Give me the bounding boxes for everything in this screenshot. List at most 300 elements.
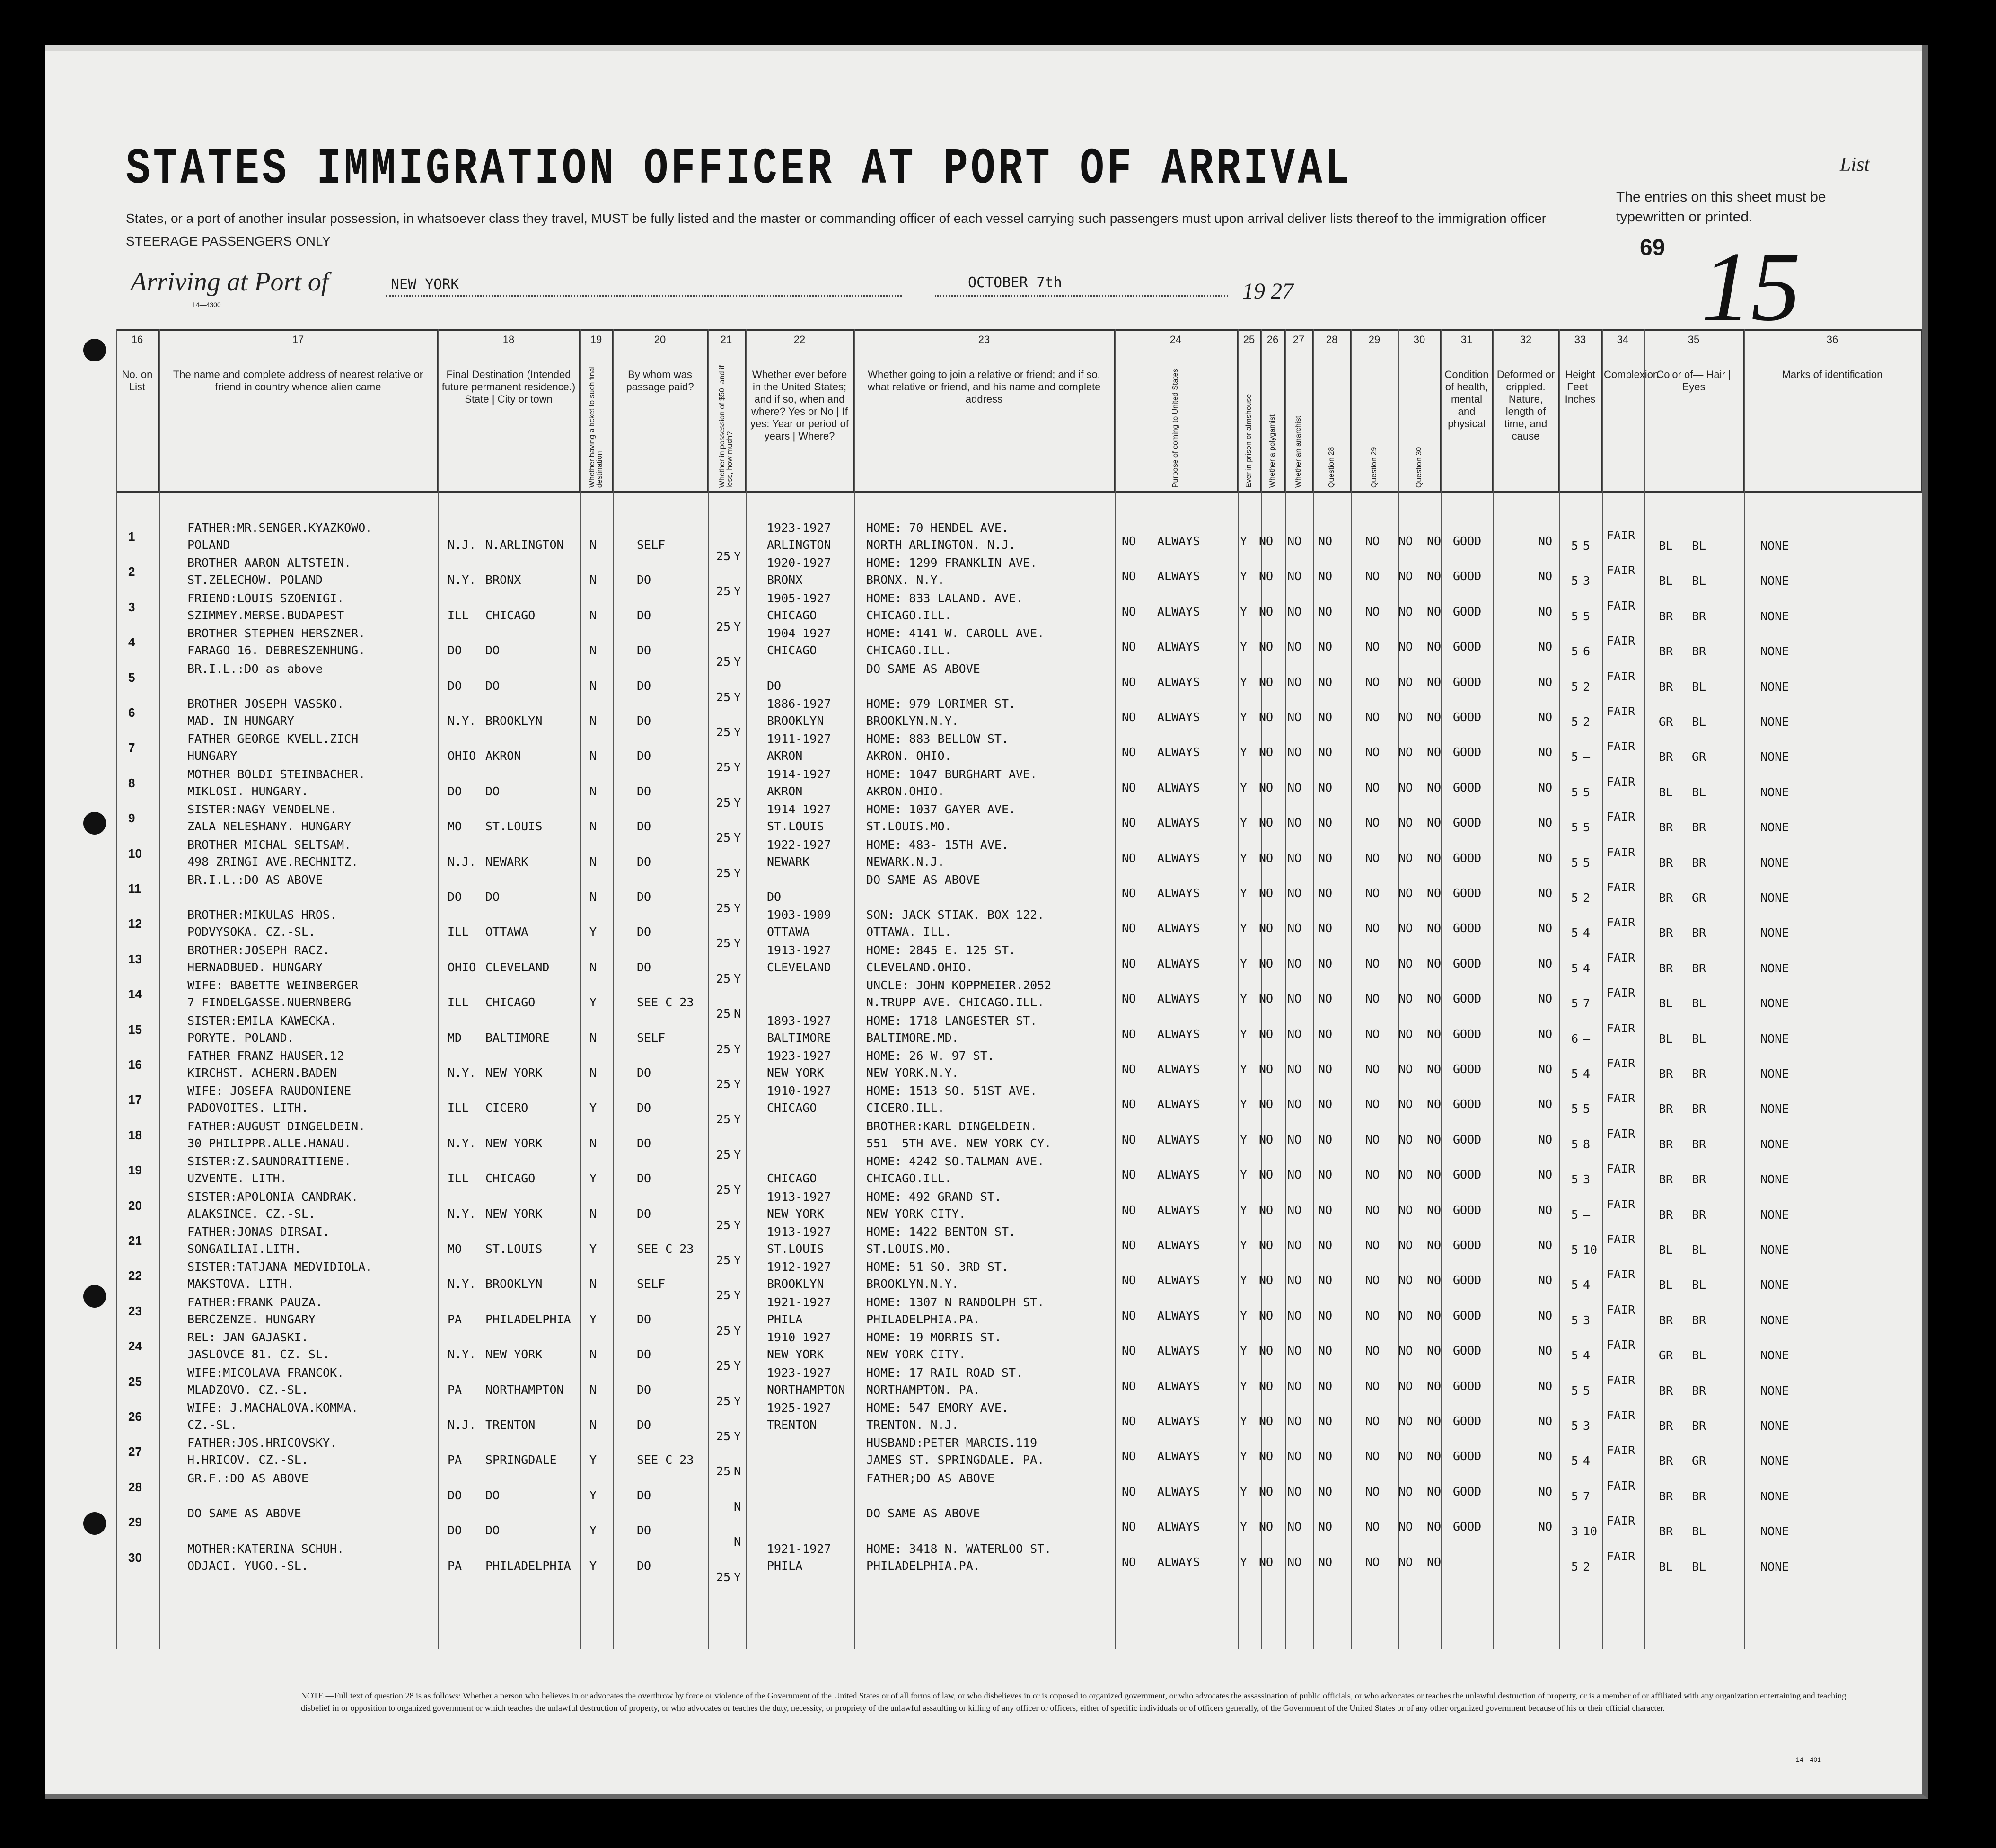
column-header-32 [1493, 329, 1559, 493]
cell-state: ILL [448, 1171, 469, 1186]
cell-eyes: BR [1692, 1137, 1706, 1151]
cell-c25: Y [1240, 1379, 1248, 1393]
cell-state: PA [448, 1453, 462, 1467]
cell-c25: Y [1240, 956, 1248, 970]
cell-in: 5 [1583, 820, 1591, 835]
cell-in: 10 [1583, 1524, 1598, 1539]
cell-c30b: NO [1427, 921, 1442, 935]
cell-ticket: N [589, 1136, 597, 1150]
cell-rel: BROTHER MICHAL SELTSAM. [187, 837, 352, 852]
cell-ticket: N [589, 1418, 597, 1432]
cell-join: BROTHER:KARL DINGELDEIN. [866, 1119, 1038, 1133]
cell-ft: 5 [1571, 539, 1579, 553]
cell-state: PA [448, 1382, 462, 1397]
cell-state: N.Y. [448, 714, 476, 728]
cell-in: — [1583, 750, 1591, 764]
cell-n: 26 [128, 1409, 142, 1424]
cell-join: HOME: 1307 N RANDOLPH ST. [866, 1295, 1045, 1309]
column-label: Question 28 [1328, 447, 1336, 488]
cell-join: HOME: 3418 N. WATERLOO ST. [866, 1541, 1052, 1556]
cell-c29: NO [1365, 780, 1380, 794]
cell-join2: NEW YORK CITY. [866, 1206, 966, 1221]
cell-in: 5 [1583, 785, 1591, 799]
cell-join: HOME: 70 HENDEL AVE. [866, 521, 1009, 535]
cell-in: 2 [1583, 715, 1591, 729]
cell-c27: NO [1287, 1414, 1302, 1428]
cell-health: GOOD [1453, 886, 1482, 900]
cell-marks: NONE [1760, 926, 1789, 940]
column-label: Whether in possession of $50, and if less, how much? [718, 365, 734, 488]
cell-rel: BR.I.L.:DO as above [187, 661, 323, 676]
cell-length: ALWAYS [1157, 1449, 1200, 1463]
cell-c30: NO [1398, 710, 1413, 724]
cell-purpose: NO [1122, 1132, 1136, 1146]
cell-hair: BL [1659, 1031, 1673, 1046]
cell-c28: NO [1318, 1273, 1333, 1287]
cell-money: 25 [716, 549, 731, 563]
column-label: No. on List [122, 369, 153, 393]
cell-deformed: NO [1538, 604, 1553, 618]
column-label: Whether having a ticket to such final destination [588, 366, 604, 488]
cell-join2: CICERO.ILL. [866, 1101, 945, 1115]
cell-rel2: MAKSTOVA. LITH. [187, 1277, 294, 1291]
cell-marks: NONE [1760, 1172, 1789, 1187]
cell-c28: NO [1318, 816, 1333, 830]
cell-hair: BL [1659, 1243, 1673, 1257]
cell-c29: NO [1365, 710, 1380, 724]
column-number: 26 [1266, 334, 1279, 345]
cell-c30b: NO [1427, 1132, 1442, 1146]
cell-n: 25 [128, 1374, 142, 1389]
column-header-31 [1441, 329, 1493, 493]
cell-c26: NO [1259, 1344, 1274, 1358]
cell-city: TRENTON [485, 1418, 536, 1432]
cell-state: OHIO [448, 749, 476, 763]
column-number: 25 [1243, 334, 1255, 345]
cell-c28: NO [1318, 534, 1333, 548]
cell-join2: PHILADELPHIA.PA. [866, 1558, 980, 1573]
cell-c29: NO [1365, 1062, 1380, 1076]
cell-in: 8 [1583, 1137, 1591, 1151]
cell-c26: NO [1259, 604, 1274, 618]
cell-deformed: NO [1538, 1168, 1553, 1182]
cell-purpose: NO [1122, 886, 1136, 900]
cell-c30b: NO [1427, 1308, 1442, 1322]
cell-health: GOOD [1453, 569, 1482, 583]
cell-length: ALWAYS [1157, 1555, 1200, 1569]
cell-c28: NO [1318, 1168, 1333, 1182]
entries-note: The entries on this sheet must be typewritten or printed. [1616, 189, 1826, 225]
cell-ticket: N [589, 643, 597, 658]
cell-health: GOOD [1453, 1379, 1482, 1393]
cell-rel2: PODVYSOKA. CZ.-SL. [187, 925, 316, 939]
cell-c27: NO [1287, 1484, 1302, 1498]
cell-eyes: BL [1692, 1524, 1706, 1539]
cell-c27: NO [1287, 1097, 1302, 1111]
cell-ft: 5 [1571, 926, 1579, 940]
cell-complexion: FAIR [1607, 739, 1635, 754]
cell-years: 1913-1927 [767, 1225, 831, 1239]
cell-c27: NO [1287, 640, 1302, 654]
cell-where: PHILA [767, 1558, 803, 1573]
cell-c27: NO [1287, 710, 1302, 724]
cell-in: 4 [1583, 1454, 1591, 1468]
cell-length: ALWAYS [1157, 1414, 1200, 1428]
cell-hair: BR [1659, 891, 1673, 905]
column-number: 28 [1326, 334, 1338, 345]
cell-health: GOOD [1453, 1132, 1482, 1146]
cell-c27: NO [1287, 1273, 1302, 1287]
cell-c30b: NO [1427, 1344, 1442, 1358]
date-value: OCTOBER 7th [968, 274, 1062, 291]
cell-eyes: BL [1692, 1559, 1706, 1574]
cell-marks: NONE [1760, 855, 1789, 870]
cell-complexion: FAIR [1607, 1267, 1635, 1282]
cell-deformed: NO [1538, 1414, 1553, 1428]
cell-deformed: NO [1538, 640, 1553, 654]
cell-paid: SEE C 23 [637, 995, 694, 1010]
column-number: 20 [654, 334, 666, 345]
cell-c29: NO [1365, 1414, 1380, 1428]
column-header-28 [1313, 329, 1351, 493]
cell-length: ALWAYS [1157, 534, 1200, 548]
cell-ft: 5 [1571, 1454, 1579, 1468]
cell-rel: SISTER:Z.SAUNORAITIENE. [187, 1154, 352, 1169]
cell-c27: NO [1287, 886, 1302, 900]
cell-years: 1905-1927 [767, 591, 831, 605]
cell-c29: NO [1365, 1520, 1380, 1534]
cell-c26: NO [1259, 1203, 1274, 1217]
cell-c29: NO [1365, 604, 1380, 618]
cell-c30: NO [1398, 1168, 1413, 1182]
cell-paid: SELF [637, 1277, 666, 1291]
cell-length: ALWAYS [1157, 1097, 1200, 1111]
column-header-36 [1744, 329, 1922, 493]
cell-complexion: FAIR [1607, 1514, 1635, 1528]
cell-c25: Y [1240, 1168, 1248, 1182]
cell-complexion: FAIR [1607, 1197, 1635, 1211]
cell-n: 24 [128, 1339, 142, 1354]
cell-rel2: 498 ZRINGI AVE.RECHNITZ. [187, 854, 359, 869]
cell-deformed: NO [1538, 675, 1553, 689]
cell-join2: CHICAGO.ILL. [866, 1171, 952, 1186]
cell-n: 4 [128, 635, 135, 650]
cell-in: 5 [1583, 609, 1591, 623]
cell-length: ALWAYS [1157, 992, 1200, 1006]
cell-join: UNCLE: JOHN KOPPMEIER.2052 [866, 978, 1052, 993]
cell-state: N.J. [448, 538, 476, 552]
cell-health: GOOD [1453, 1027, 1482, 1041]
cell-c30: NO [1398, 816, 1413, 830]
cell-where: TRENTON [767, 1418, 817, 1432]
cell-complexion: FAIR [1607, 669, 1635, 683]
cell-c30: NO [1398, 1097, 1413, 1111]
cell-in: 2 [1583, 891, 1591, 905]
cell-c28: NO [1318, 1379, 1333, 1393]
cell-in: 6 [1583, 644, 1591, 659]
cell-city: DO [485, 784, 500, 798]
cell-deformed: NO [1538, 1449, 1553, 1463]
cell-city: PHILADELPHIA [485, 1312, 571, 1326]
cell-rel2: MLADZOVO. CZ.-SL. [187, 1382, 308, 1397]
cell-c25: Y [1240, 1027, 1248, 1041]
cell-years: 1913-1927 [767, 1189, 831, 1204]
cell-paid: DO [637, 1382, 651, 1397]
cell-purpose: NO [1122, 1062, 1136, 1076]
form-number: 14—4300 [192, 301, 221, 308]
cell-rel2: HUNGARY [187, 749, 237, 763]
cell-join2: 551- 5TH AVE. NEW YORK CY. [866, 1136, 1052, 1150]
column-label: Color of— Hair | Eyes [1656, 369, 1731, 393]
column-header-27 [1285, 329, 1313, 493]
cell-complexion: FAIR [1607, 563, 1635, 578]
cell-purpose: NO [1122, 1414, 1136, 1428]
cell-rel: SISTER:NAGY VENDELNE. [187, 802, 337, 817]
column-label: Height Feet | Inches [1565, 369, 1596, 405]
cell-c30: NO [1398, 640, 1413, 654]
handwritten-number: 15 [1701, 232, 1801, 342]
cell-join: HOME: 19 MORRIS ST. [866, 1330, 1002, 1345]
cell-rel2: HERNADBUED. HUNGARY [187, 960, 323, 974]
cell-city: BROOKLYN [485, 714, 543, 728]
cell-before: Y [734, 655, 741, 669]
cell-c30: NO [1398, 604, 1413, 618]
cell-c30: NO [1398, 1484, 1413, 1498]
cell-where: CHICAGO [767, 608, 817, 622]
cell-join: HOME: 483- 15TH AVE. [866, 837, 1009, 852]
cell-complexion: FAIR [1607, 1408, 1635, 1422]
cell-paid: DO [637, 819, 651, 834]
port-underline [386, 295, 902, 297]
cell-state: ILL [448, 995, 469, 1010]
cell-c30b: NO [1427, 1273, 1442, 1287]
cell-ft: 5 [1571, 1137, 1579, 1151]
cell-before: Y [734, 1394, 741, 1408]
cell-where: ST.LOUIS [767, 819, 824, 834]
cell-before: Y [734, 690, 741, 704]
cell-purpose: NO [1122, 780, 1136, 794]
binding-hole [83, 339, 106, 361]
cell-ticket: N [589, 1206, 597, 1221]
cell-where: AKRON [767, 784, 803, 798]
cell-n: 30 [128, 1550, 142, 1565]
cell-marks: NONE [1760, 1559, 1789, 1574]
cell-c26: NO [1259, 745, 1274, 759]
cell-c27: NO [1287, 1308, 1302, 1322]
cell-money: 25 [716, 901, 731, 915]
cell-money: 25 [716, 584, 731, 598]
column-number: 27 [1293, 334, 1305, 345]
column-number: 17 [292, 334, 304, 345]
cell-c25: Y [1240, 604, 1248, 618]
cell-paid: DO [637, 678, 651, 693]
cell-c30: NO [1398, 1132, 1413, 1146]
cell-deformed: NO [1538, 534, 1553, 548]
cell-where: ARLINGTON [767, 538, 831, 552]
cell-c25: Y [1240, 851, 1248, 865]
cell-where: OTTAWA [767, 925, 810, 939]
cell-money: 25 [716, 1359, 731, 1373]
cell-paid: DO [637, 749, 651, 763]
cell-complexion: FAIR [1607, 634, 1635, 648]
cell-n: 12 [128, 916, 142, 931]
cell-c30: NO [1398, 675, 1413, 689]
cell-eyes: BL [1692, 1278, 1706, 1292]
cell-length: ALWAYS [1157, 745, 1200, 759]
cell-c29: NO [1365, 1308, 1380, 1322]
cell-c25: Y [1240, 921, 1248, 935]
cell-money: 25 [716, 1570, 731, 1584]
cell-city: DO [485, 678, 500, 693]
cell-ft: 5 [1571, 891, 1579, 905]
cell-state: DO [448, 1523, 462, 1538]
cell-city: DO [485, 890, 500, 904]
cell-ft: 5 [1571, 750, 1579, 764]
cell-c26: NO [1259, 1449, 1274, 1463]
cell-complexion: FAIR [1607, 845, 1635, 859]
cell-before: Y [734, 971, 741, 986]
cell-rel: MOTHER BOLDI STEINBACHER. [187, 767, 366, 781]
cell-money: 25 [716, 690, 731, 704]
cell-n: 27 [128, 1444, 142, 1459]
cell-city: CHICAGO [485, 1171, 536, 1186]
cell-eyes: GR [1692, 750, 1706, 764]
cell-city: N.ARLINGTON [485, 538, 564, 552]
cell-ticket: N [589, 749, 597, 763]
cell-city: NEW YORK [485, 1066, 543, 1080]
cell-c25: Y [1240, 745, 1248, 759]
cell-paid: DO [637, 1418, 651, 1432]
cell-c25: Y [1240, 1484, 1248, 1498]
cell-n: 18 [128, 1127, 142, 1142]
cell-money: 25 [716, 1288, 731, 1302]
cell-rel: GR.F.:DO AS ABOVE [187, 1471, 308, 1485]
cell-c29: NO [1365, 851, 1380, 865]
cell-money: 25 [716, 936, 731, 950]
cell-hair: GR [1659, 715, 1673, 729]
cell-health: GOOD [1453, 1097, 1482, 1111]
cell-purpose: NO [1122, 534, 1136, 548]
cell-paid: DO [637, 1171, 651, 1186]
cell-c26: NO [1259, 1132, 1274, 1146]
cell-marks: NONE [1760, 1243, 1789, 1257]
cell-eyes: BL [1692, 1031, 1706, 1046]
cell-eyes: BR [1692, 1383, 1706, 1398]
cell-c29: NO [1365, 1344, 1380, 1358]
cell-purpose: NO [1122, 1555, 1136, 1569]
cell-ft: 5 [1571, 1489, 1579, 1503]
cell-c27: NO [1287, 780, 1302, 794]
cell-rel: WIFE: JOSEFA RAUDONIENE [187, 1084, 352, 1098]
cell-c28: NO [1318, 992, 1333, 1006]
cell-c30b: NO [1427, 1027, 1442, 1041]
cell-in: 7 [1583, 1489, 1591, 1503]
cell-length: ALWAYS [1157, 1379, 1200, 1393]
cell-c30: NO [1398, 1062, 1413, 1076]
cell-n: 15 [128, 1022, 142, 1037]
cell-marks: NONE [1760, 961, 1789, 975]
cell-join: DO SAME AS ABOVE [866, 661, 980, 676]
cell-eyes: BL [1692, 574, 1706, 588]
cell-in: 4 [1583, 1348, 1591, 1363]
cell-purpose: NO [1122, 710, 1136, 724]
cell-n: 13 [128, 951, 142, 966]
cell-ft: 5 [1571, 574, 1579, 588]
cell-state: DO [448, 1488, 462, 1502]
cell-marks: NONE [1760, 1313, 1789, 1327]
column-label: Whether ever before in the United States; and if so, when and where? Yes or No | If yes: Year or period of years | Where? [750, 369, 849, 442]
cell-c26: NO [1259, 992, 1274, 1006]
cell-c28: NO [1318, 886, 1333, 900]
cell-state: N.Y. [448, 1066, 476, 1080]
cell-deformed: NO [1538, 1520, 1553, 1534]
cell-before: Y [734, 1570, 741, 1584]
column-number: 21 [720, 334, 732, 345]
cell-c28: NO [1318, 1062, 1333, 1076]
cell-marks: NONE [1760, 1419, 1789, 1433]
cell-c25: Y [1240, 1520, 1248, 1534]
cell-c25: Y [1240, 1344, 1248, 1358]
cell-c26: NO [1259, 569, 1274, 583]
cell-rel: BROTHER STEPHEN HERSZNER. [187, 626, 366, 641]
cell-c30b: NO [1427, 640, 1442, 654]
column-number: 18 [502, 334, 515, 345]
cell-rel: FATHER FRANZ HAUSER.12 [187, 1049, 344, 1063]
cell-c26: NO [1259, 851, 1274, 865]
cell-c25: Y [1240, 569, 1248, 583]
cell-c30b: NO [1427, 534, 1442, 548]
cell-ticket: N [589, 819, 597, 834]
cell-c30: NO [1398, 1379, 1413, 1393]
cell-where: BRONX [767, 573, 803, 587]
cell-rel2: ODJACI. YUGO.-SL. [187, 1558, 308, 1573]
cell-c30: NO [1398, 1273, 1413, 1287]
cell-complexion: FAIR [1607, 1056, 1635, 1070]
cell-ticket: Y [589, 1242, 597, 1256]
cell-length: ALWAYS [1157, 886, 1200, 900]
cell-join: HOME: 2845 E. 125 ST. [866, 943, 1016, 957]
cell-ticket: Y [589, 1101, 597, 1115]
cell-c26: NO [1259, 1414, 1274, 1428]
cell-join2: AKRON.OHIO. [866, 784, 945, 798]
cell-health: GOOD [1453, 921, 1482, 935]
cell-join: HOME: 547 EMORY AVE. [866, 1401, 1009, 1415]
cell-state: MO [448, 819, 462, 834]
cell-c29: NO [1365, 886, 1380, 900]
cell-n: 8 [128, 775, 135, 790]
cell-city: DO [485, 1488, 500, 1502]
cell-n: 9 [128, 811, 135, 826]
cell-city: BALTIMORE [485, 1030, 550, 1045]
cell-ft: 5 [1571, 785, 1579, 799]
cell-c29: NO [1365, 992, 1380, 1006]
cell-ft: 5 [1571, 820, 1579, 835]
cell-c29: NO [1365, 675, 1380, 689]
cell-hair: BR [1659, 1207, 1673, 1222]
cell-c30: NO [1398, 534, 1413, 548]
cell-length: ALWAYS [1157, 569, 1200, 583]
cell-complexion: FAIR [1607, 1478, 1635, 1493]
cell-c29: NO [1365, 1097, 1380, 1111]
cell-in: 2 [1583, 679, 1591, 694]
cell-before: Y [734, 866, 741, 880]
cell-health: GOOD [1453, 851, 1482, 865]
cell-c27: NO [1287, 1520, 1302, 1534]
cell-rel: SISTER:APOLONIA CANDRAK. [187, 1189, 359, 1204]
cell-c29: NO [1365, 1449, 1380, 1463]
cell-rel: MOTHER:KATERINA SCHUH. [187, 1541, 344, 1556]
cell-n: 2 [128, 564, 135, 579]
